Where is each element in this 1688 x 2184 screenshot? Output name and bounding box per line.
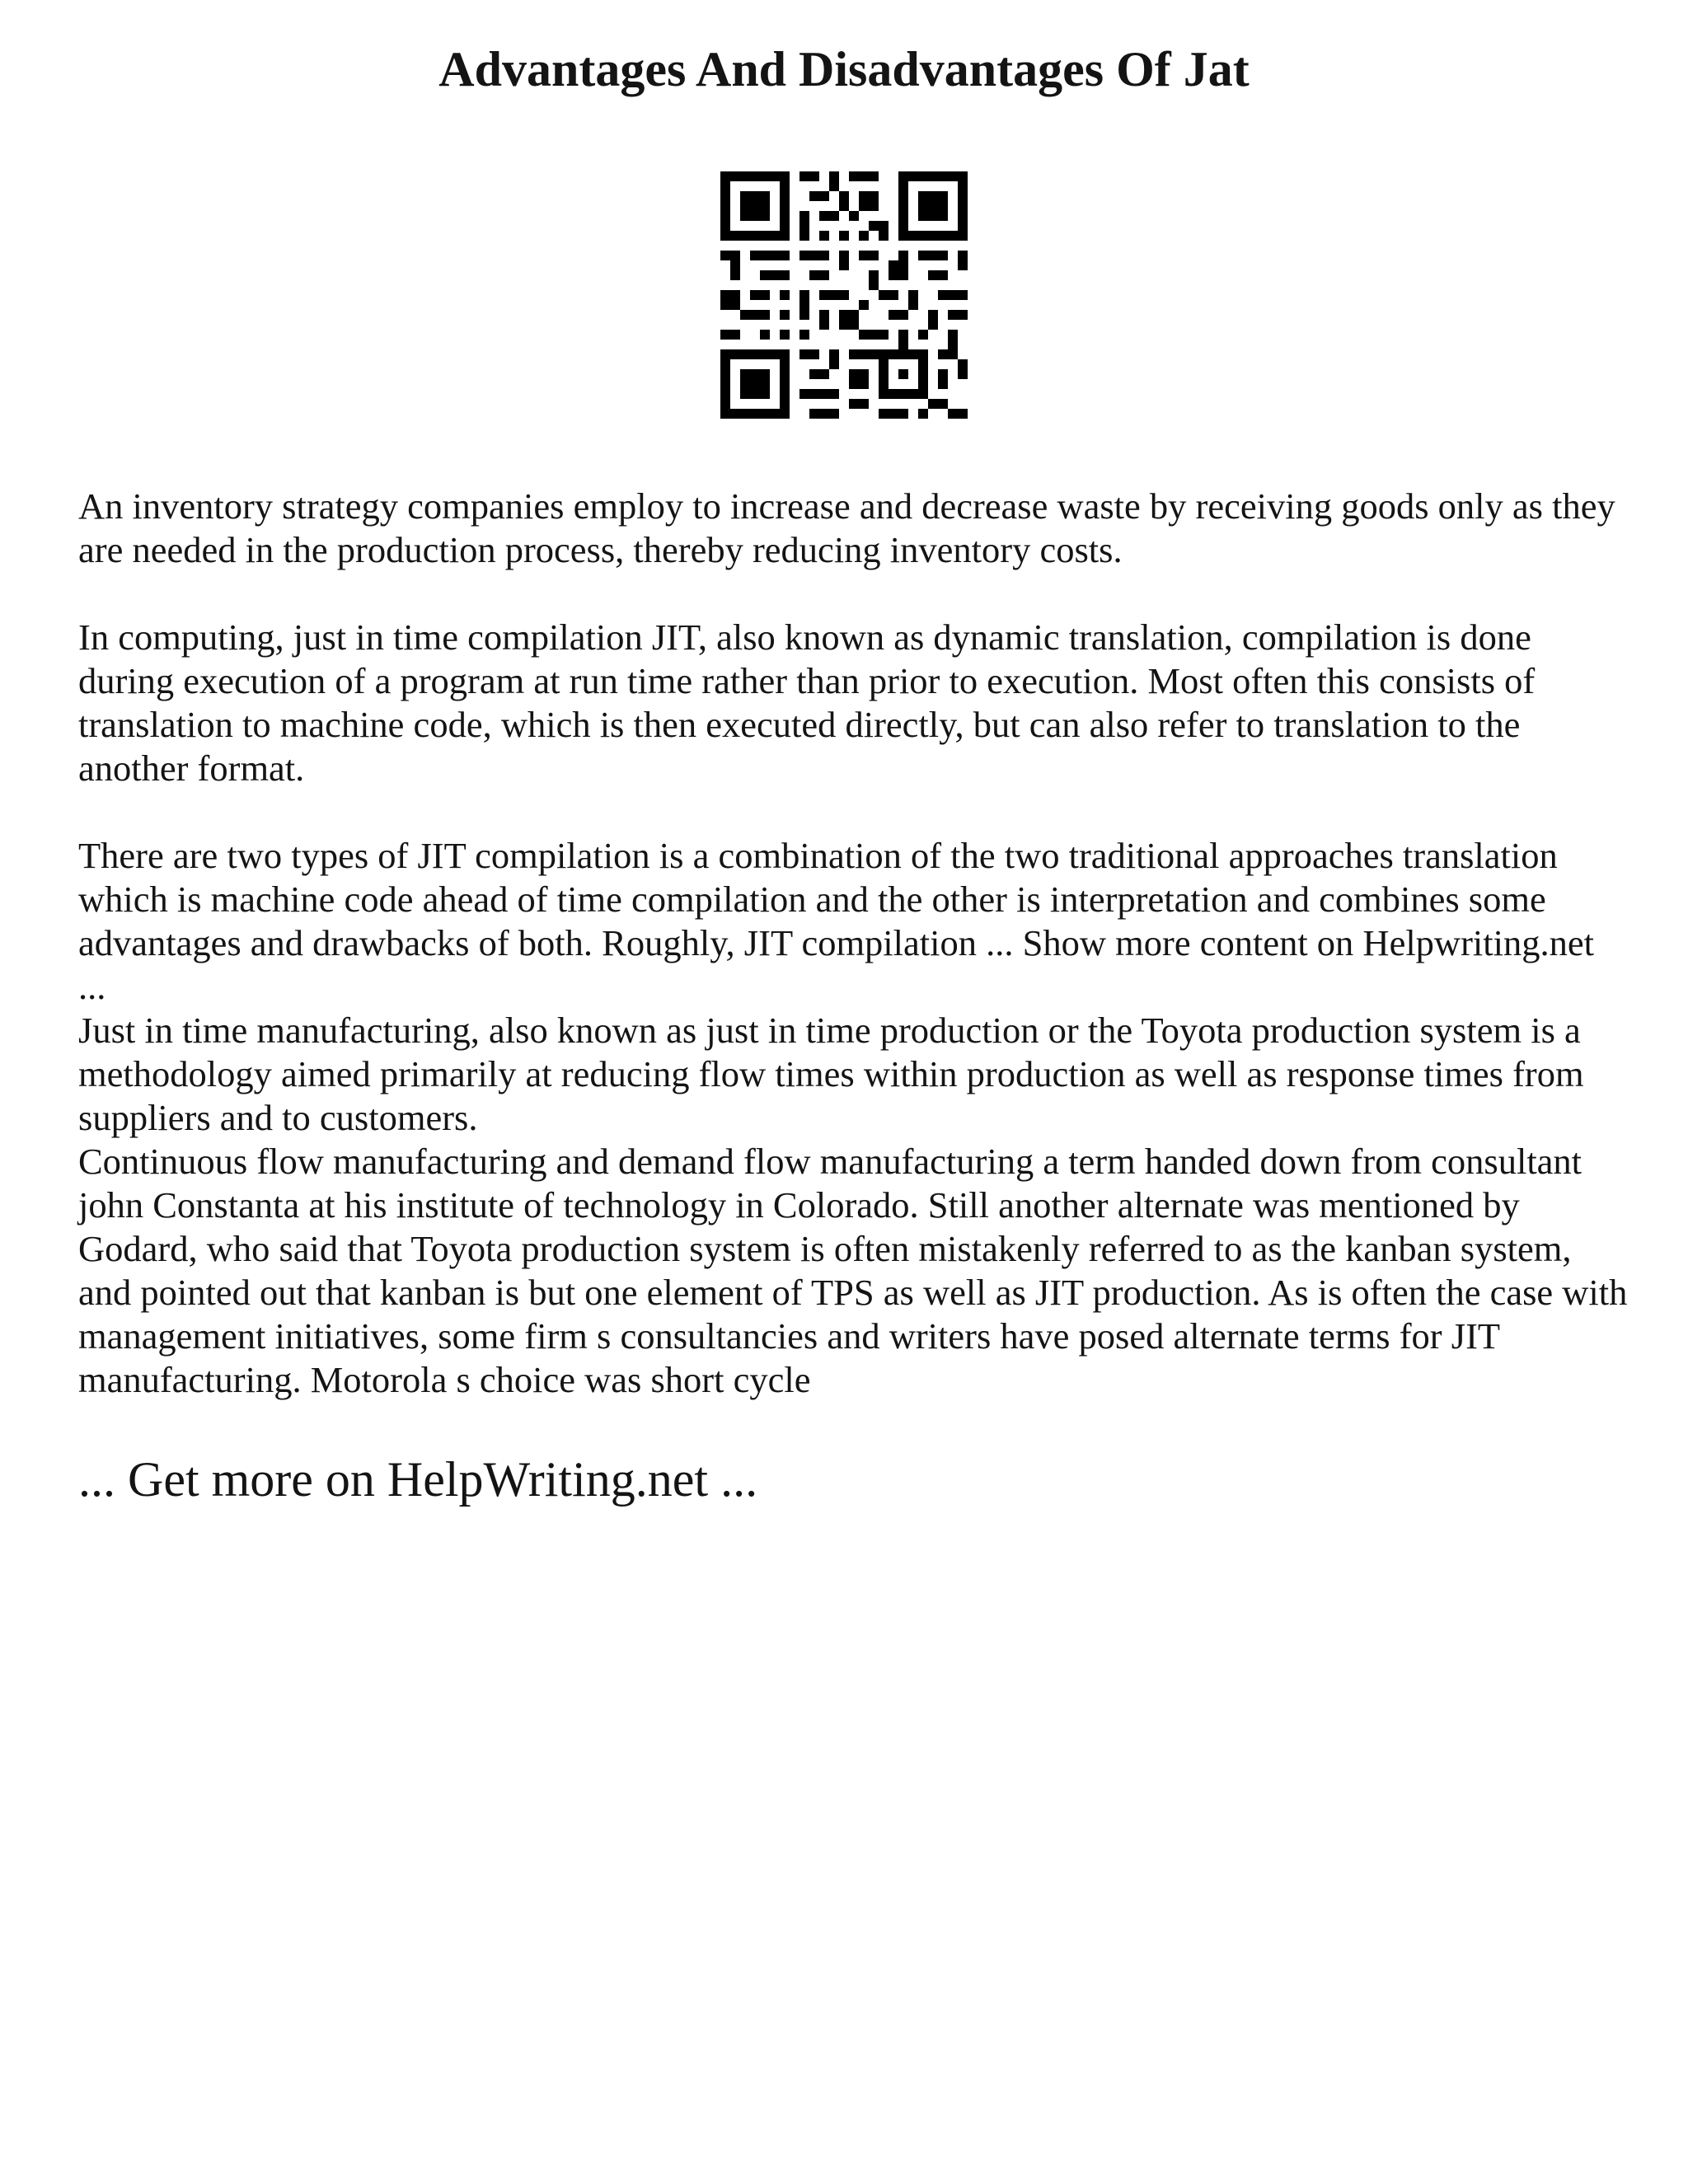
get-more-link[interactable]: ... Get more on HelpWriting.net ... bbox=[78, 1452, 758, 1507]
paragraph: There are two types of JIT compilation is a combination of the two traditional approaches translation which is machine code ahead of time compilation and the other is interpretation and combines some advantages and drawbacks of both. Roughly, JIT compilation ... Show more content on Helpwriting.net ... bbox=[78, 835, 1594, 1007]
qr-code-icon bbox=[720, 171, 968, 419]
paragraph: Continuous flow manufacturing and demand flow manufacturing a term handed down from consultant john Constanta at his institute of technology in Colorado. Still another alternate was mentioned by Godard, who said that Toyota production system is often mistakenly referred to as the kanban system, and pointed out that kanban is but one element of TPS as well as JIT production. As is often the case with management initiatives, some firm s consultancies and writers have posed alternate terms for JIT manufacturing. Motorola s choice was short cycle bbox=[78, 1141, 1628, 1400]
article-body bbox=[78, 485, 1628, 1402]
paragraph: An inventory strategy companies employ to increase and decrease waste by receiving goods only as they are needed in the production process, thereby reducing inventory costs. bbox=[78, 485, 1615, 570]
paragraph: In computing, just in time compilation JIT, also known as dynamic translation, compilation is done during execution of a program at run time rather than prior to execution. Most often this consists of translation to machine code, which is then executed directly, but can also refer to translation to the another format. bbox=[78, 616, 1536, 789]
paragraph: Just in time manufacturing, also known as just in time production or the Toyota production system is a methodology aimed primarily at reducing flow times within production as well as response times from suppliers and to customers. bbox=[78, 1010, 1584, 1138]
page-title: Advantages And Disadvantages Of Jat bbox=[438, 42, 1250, 96]
